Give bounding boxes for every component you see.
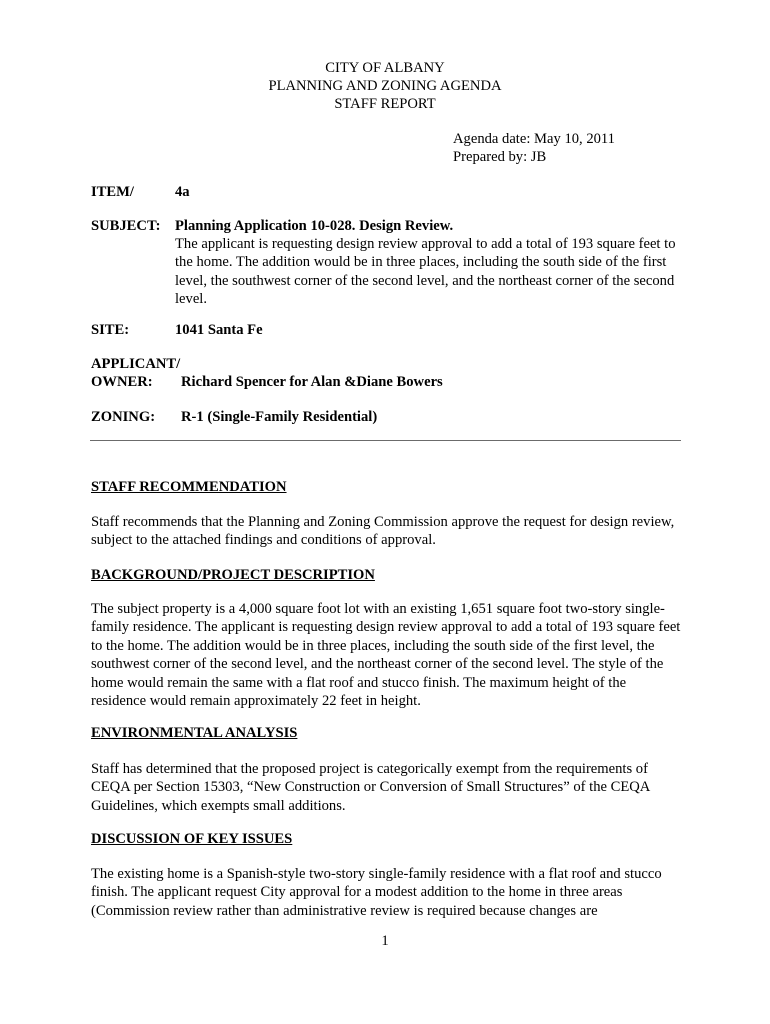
page-number: 1 [381, 933, 389, 949]
item-label: ITEM/ [91, 184, 134, 200]
prepared-by: Prepared by: JB [453, 149, 547, 165]
applicant-value: Richard Spencer for Alan &Diane Bowers [181, 374, 443, 390]
header-agenda: PLANNING AND ZONING AGENDA [268, 78, 502, 94]
subject-title: Planning Application 10-028. Design Review. [175, 218, 454, 234]
environmental-body: Staff has determined that the proposed project is categorically exempt from the requirements of CEQA per Section 15303, “New Construction or Conversion of Small Structures” of the CEQA Guidelines, which exempts small additions. [91, 761, 650, 814]
zoning-value: R-1 (Single-Family Residential) [181, 409, 378, 425]
owner-label: OWNER: [91, 374, 153, 390]
horizontal-divider [90, 440, 681, 441]
site-label: SITE: [91, 322, 130, 338]
environmental-heading: ENVIRONMENTAL ANALYSIS [91, 725, 298, 741]
subject-label: SUBJECT: [91, 218, 161, 234]
subject-description: The applicant is requesting design review approval to add a total of 193 square feet to the home. The addition would be in three places, including the south side of the first level, the southwest corner of the second level, and the northeast corner of the second level. [175, 236, 676, 308]
header-city: CITY OF ALBANY [325, 60, 445, 76]
staff-recommendation-body: Staff recommends that the Planning and Zoning Commission approve the request for design review, subject to the attached findings and conditions of approval. [91, 514, 675, 549]
background-body: The subject property is a 4,000 square foot lot with an existing 1,651 square foot two-story single-family residence. The applicant is requesting design review approval to add a total of 193 square feet to the home. The addition would be in three places, including the south side of the first level, the southwest corner of the second level, and the northeast corner of the second level. The style of the home would remain the same with a flat roof and stucco finish. The maximum height of the residence would remain approximately 22 feet in height. [91, 601, 681, 710]
applicant-label: APPLICANT/ [91, 356, 181, 372]
zoning-label: ZONING: [91, 409, 156, 425]
discussion-heading: DISCUSSION OF KEY ISSUES [91, 831, 293, 847]
staff-recommendation-heading: STAFF RECOMMENDATION [91, 479, 287, 495]
discussion-body: The existing home is a Spanish-style two-story single-family residence with a flat roof and stucco finish. The applicant request City approval for a modest addition to the home in three areas (Commission review rather than administrative review is required because changes are [91, 866, 662, 919]
agenda-date: Agenda date: May 10, 2011 [453, 131, 615, 147]
item-value: 4a [175, 184, 190, 200]
site-value: 1041 Santa Fe [175, 322, 263, 338]
background-heading: BACKGROUND/PROJECT DESCRIPTION [91, 567, 375, 583]
header-report-type: STAFF REPORT [334, 96, 436, 112]
